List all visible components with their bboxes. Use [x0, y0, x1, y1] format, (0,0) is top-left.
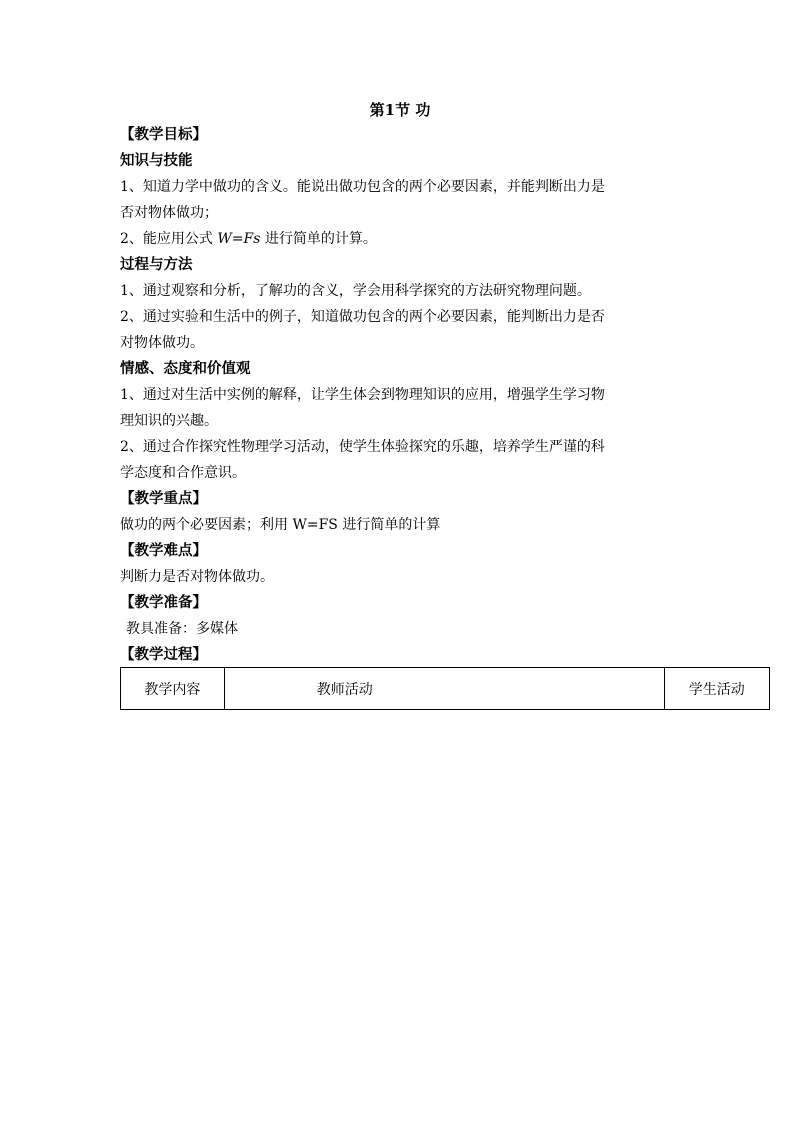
objectives-heading: 【教学目标】: [120, 126, 207, 143]
formula-w-fs: W=Fs: [217, 231, 261, 247]
page-title: 第1节 功: [369, 101, 431, 119]
column-header-teacher: 教师活动: [224, 668, 664, 710]
knowledge-heading: 知识与技能: [120, 152, 193, 169]
emotion-item-2-line-2: 学态度和合作意识。: [120, 465, 246, 481]
knowledge-item-1-line-2: 否对物体做功；: [120, 205, 218, 221]
emotion-heading: 情感、态度和价值观: [120, 360, 251, 377]
preparation-text: 教具准备：多媒体: [126, 621, 238, 637]
emotion-item-1-line-1: 1、通过对生活中实例的解释，让学生体会到物理知识的应用，增强学生学习物: [120, 387, 605, 403]
teaching-process-table: [120, 667, 770, 710]
process-heading: 【教学过程】: [120, 646, 207, 663]
document-page: [120, 98, 680, 668]
emotion-item-2-line-1: 2、通过合作探究性物理学习活动，使学生体验探究的乐趣，培养学生严谨的科: [120, 439, 605, 455]
process-method-heading: 过程与方法: [120, 256, 193, 273]
preparation-heading: 【教学准备】: [120, 594, 207, 611]
column-header-student: 学生活动: [664, 668, 769, 710]
table-header-row: [121, 668, 770, 710]
column-header-content: 教学内容: [121, 668, 225, 710]
difficulties-heading: 【教学难点】: [120, 542, 207, 559]
process-method-item-2-line-2: 对物体做功。: [120, 335, 204, 351]
key-points-heading: 【教学重点】: [120, 490, 207, 507]
process-method-item-1: 1、通过观察和分析，了解功的含义，学会用科学探究的方法研究物理问题。: [120, 283, 591, 299]
knowledge-item-1-line-1: 1、知道力学中做功的含义。能说出做功包含的两个必要因素，并能判断出力是: [120, 179, 605, 195]
emotion-item-1-line-2: 理知识的兴趣。: [120, 413, 218, 429]
difficulties-text: 判断力是否对物体做功。: [120, 569, 274, 585]
key-points-text: 做功的两个必要因素；利用 W=FS 进行简单的计算: [120, 517, 441, 533]
knowledge-item-2: [120, 226, 680, 252]
knowledge-item-2-suffix: 进行简单的计算。: [260, 231, 377, 247]
knowledge-item-2-prefix: 2、能应用公式: [120, 231, 218, 247]
process-method-item-2-line-1: 2、通过实验和生活中的例子，知道做功包含的两个必要因素，能判断出力是否: [120, 309, 605, 325]
